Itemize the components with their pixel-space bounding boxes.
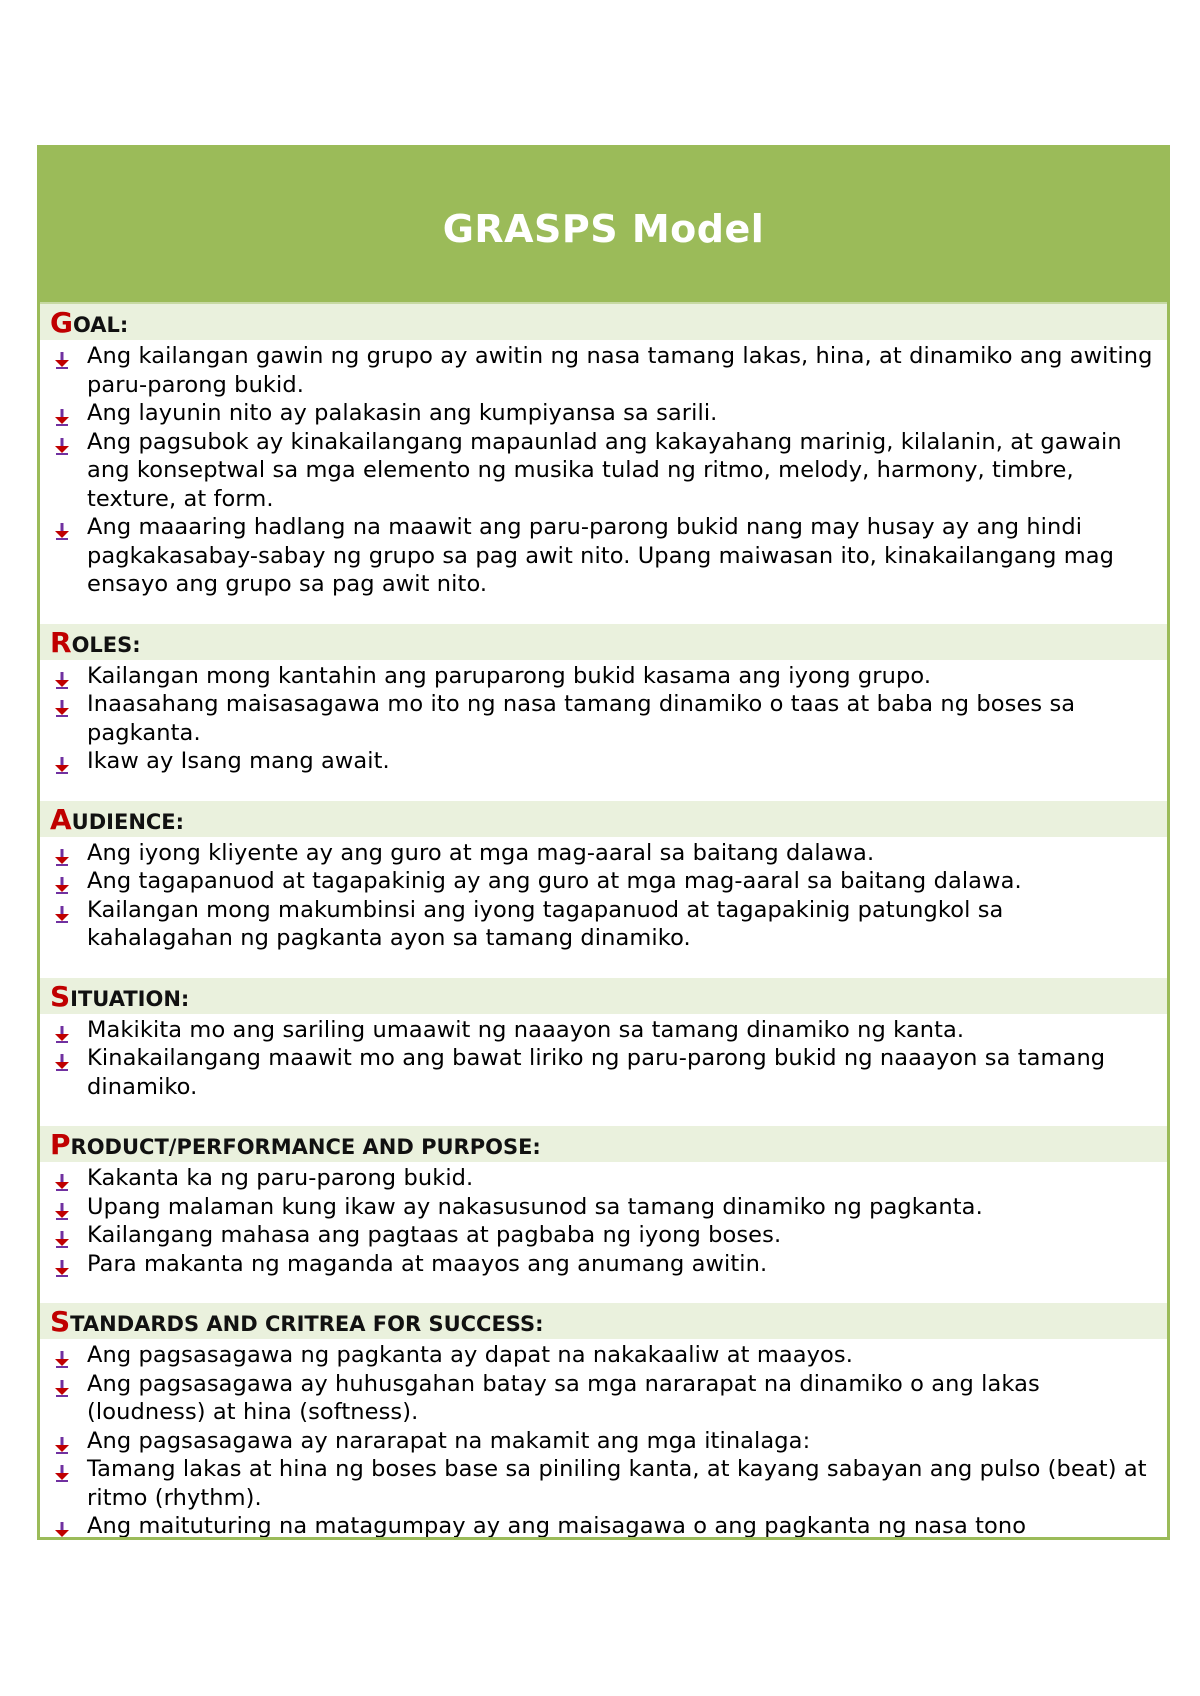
list-item-text: Ang maaaring hadlang na maawit ang paru-parong bukid nang may husay ay ang hindi pagkakasabay-sabay ng grupo sa pag awit nito. Upang maiwasan ito, kinakailangang mag ensayo ang grupo sa pag awit nito. — [87, 514, 1115, 597]
list-item — [40, 1016, 1167, 1045]
arrow-down-bullet-icon — [54, 1376, 70, 1394]
list-item — [40, 428, 1167, 514]
list-item — [40, 342, 1167, 399]
heading-label: UDIENCE: — [71, 809, 185, 834]
arrow-down-bullet-icon — [54, 1050, 70, 1068]
list-item-text: Ang pagsasagawa ay huhusgahan batay sa mga nararapat na dinamiko o ang lakas (loudness) at hina (softness). — [87, 1370, 1040, 1425]
list-item-text: Kailangan mong kantahin ang paruparong bukid kasama ang iyong grupo. — [87, 662, 932, 689]
sections-container — [40, 304, 1167, 1540]
bullet-list — [40, 1014, 1167, 1102]
section-spacer — [40, 953, 1167, 978]
arrow-down-bullet-icon — [54, 668, 70, 686]
arrow-down-bullet-icon — [54, 1518, 70, 1536]
list-item — [40, 1044, 1167, 1101]
list-item — [40, 896, 1167, 953]
title-bar — [40, 148, 1167, 304]
section-heading — [40, 1303, 1167, 1339]
list-item — [40, 867, 1167, 896]
heading-label: OLES: — [71, 632, 141, 657]
section-spacer — [40, 1101, 1167, 1126]
list-item-text: Ang kailangan gawin ng grupo ay awitin ng nasa tamang lakas, hina, at dinamiko ang awiting paru-parong bukid. — [87, 343, 1153, 398]
arrow-down-bullet-icon — [54, 1170, 70, 1188]
section — [40, 304, 1167, 624]
list-item-text: Ang maituturing na matagumpay ay ang maisagawa o ang pagkanta ng nasa tono — [87, 1513, 1027, 1539]
list-item — [40, 690, 1167, 747]
arrow-down-bullet-icon — [54, 1433, 70, 1451]
arrow-down-bullet-icon — [54, 434, 70, 452]
arrow-down-bullet-icon — [54, 1022, 70, 1040]
list-item — [40, 1164, 1167, 1193]
section-spacer — [40, 599, 1167, 624]
list-item — [40, 399, 1167, 428]
list-item — [40, 1341, 1167, 1370]
list-item — [40, 1512, 1167, 1540]
arrow-down-bullet-icon — [54, 696, 70, 714]
heading-label: TANDARDS AND CRITREA FOR SUCCESS: — [70, 1312, 544, 1336]
heading-initial: S — [50, 979, 71, 1013]
arrow-down-bullet-icon — [54, 348, 70, 366]
bullet-list — [40, 837, 1167, 953]
list-item — [40, 1427, 1167, 1456]
list-item-text: Kailangang mahasa ang pagtaas at pagbaba ng iyong boses. — [87, 1222, 782, 1248]
list-item — [40, 1455, 1167, 1512]
arrow-down-bullet-icon — [54, 902, 70, 920]
arrow-down-bullet-icon — [54, 845, 70, 863]
section — [40, 978, 1167, 1127]
arrow-down-bullet-icon — [54, 1347, 70, 1365]
section-heading — [40, 304, 1167, 340]
heading-initial: A — [50, 802, 72, 836]
section-heading — [40, 624, 1167, 660]
section-spacer — [40, 1278, 1167, 1303]
list-item — [40, 747, 1167, 776]
list-item-text: Para makanta ng maganda at maayos ang anumang awitin. — [87, 1250, 768, 1277]
heading-label: RODUCT/PERFORMANCE AND PURPOSE: — [70, 1135, 541, 1159]
list-item-text: Ang tagapanuod at tagapakinig ay ang guro at mga mag-aaral sa baitang dalawa. — [87, 868, 1022, 894]
heading-initial: G — [50, 306, 73, 339]
list-item-text: Ang pagsubok ay kinakailangang mapaunlad ang kakayahang marinig, kilalanin, at gawain ang konseptwal sa mga elemento ng musika tulad ng ritmo, melody, harmony, timbre, texture, at form. — [87, 428, 1122, 512]
section — [40, 624, 1167, 801]
list-item-text: Ang pagsasagawa ay nararapat na makamit ang mga itinalaga: — [87, 1427, 811, 1454]
arrow-down-bullet-icon — [54, 405, 70, 423]
arrow-down-bullet-icon — [54, 753, 70, 771]
list-item-text: Ang layunin nito ay palakasin ang kumpiyansa sa sarili. — [87, 400, 718, 426]
arrow-down-bullet-icon — [54, 1256, 70, 1274]
section-spacer — [40, 776, 1167, 801]
list-item — [40, 513, 1167, 599]
list-item — [40, 1250, 1167, 1279]
arrow-down-bullet-icon — [54, 1227, 70, 1245]
section-heading — [40, 801, 1167, 837]
bullet-list — [40, 1339, 1167, 1540]
list-item-text: Inaasahang maisasagawa mo ito ng nasa tamang dinamiko o taas at baba ng boses sa pagkanta. — [87, 691, 1076, 746]
arrow-down-bullet-icon — [54, 1461, 70, 1479]
list-item-text: Tamang lakas at hina ng boses base sa piniling kanta, at kayang sabayan ang pulso (beat) at ritmo (rhythm). — [87, 1456, 1147, 1511]
heading-initial: R — [50, 625, 72, 659]
section — [40, 801, 1167, 978]
list-item-text: Ang pagsasagawa ng pagkanta ay dapat na nakakaaliw at maayos. — [87, 1342, 853, 1368]
bullet-list — [40, 1162, 1167, 1278]
section — [40, 1126, 1167, 1303]
bullet-list — [40, 660, 1167, 776]
list-item-text: Kakanta ka ng paru-parong bukid. — [87, 1165, 474, 1191]
list-item-text: Upang malaman kung ikaw ay nakasusunod sa tamang dinamiko ng pagkanta. — [87, 1193, 983, 1220]
list-item-text: Ikaw ay Isang mang await. — [87, 748, 390, 774]
list-item — [40, 1370, 1167, 1427]
list-item — [40, 839, 1167, 868]
list-item — [40, 1221, 1167, 1250]
arrow-down-bullet-icon — [54, 519, 70, 537]
bullet-list — [40, 340, 1167, 599]
heading-label: ITUATION: — [70, 986, 190, 1011]
grasps-table — [37, 145, 1170, 1540]
list-item-text: Makikita mo ang sariling umaawit ng naaayon sa tamang dinamiko ng kanta. — [87, 1016, 965, 1043]
list-item-text: Ang iyong kliyente ay ang guro at mga mag-aaral sa baitang dalawa. — [87, 839, 875, 866]
arrow-down-bullet-icon — [54, 1199, 70, 1217]
list-item-text: Kailangan mong makumbinsi ang iyong tagapanuod at tagapakinig patungkol sa kahalagahan ng pagkanta ayon sa tamang dinamiko. — [87, 896, 1004, 951]
arrow-down-bullet-icon — [54, 873, 70, 891]
list-item — [40, 1193, 1167, 1222]
page-title: GRASPS Model — [442, 207, 765, 251]
list-item — [40, 662, 1167, 691]
section — [40, 1303, 1167, 1540]
heading-initial: S — [50, 1305, 71, 1338]
list-item-text: Kinakailangang maawit mo ang bawat liriko ng paru-parong bukid ng naaayon sa tamang dinamiko. — [87, 1045, 1106, 1100]
section-heading — [40, 1126, 1167, 1162]
heading-label: OAL: — [72, 313, 129, 337]
section-heading — [40, 978, 1167, 1014]
heading-initial: P — [50, 1128, 71, 1161]
